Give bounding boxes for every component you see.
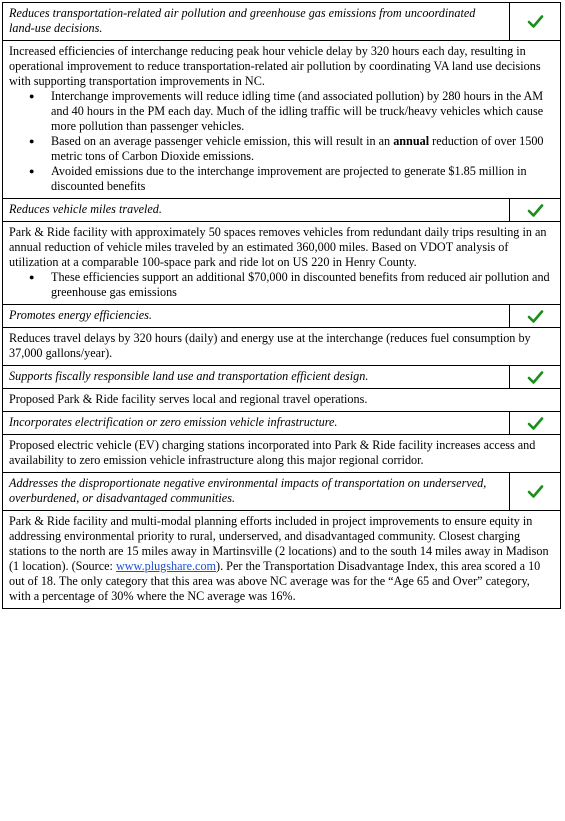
description-paragraph: Park & Ride facility with approximately 50 spaces removes vehicles from redundant daily trips resulting in an annual reduction of vehicle miles traveled by an estimated 360,000 miles. Based on VDOT analysis of utilization at a comparable 100-space park and ride lot on US 220 in Henry County. bbox=[9, 225, 547, 269]
description-text-continued: ). Per the Transportation Disadvantage Index, this area scored a 10 out of 18. The only category that this area was above NC average was for the “Age 65 and Over” category, with a percentage of 30% where the NC average was 16%. bbox=[9, 559, 541, 603]
description-row bbox=[3, 511, 561, 609]
description-row bbox=[3, 222, 561, 305]
description-cell bbox=[3, 511, 561, 609]
criterion-text: Promotes energy efficiencies. bbox=[3, 305, 510, 328]
checkmark-icon bbox=[527, 416, 544, 431]
description-text: Park & Ride facility and multi-modal planning efforts included in project improvements to ensure equity in addressing environmental priority to rural, underserved, and disadvantaged community. Closest charging stations to the north are 15 miles away in Martinsville (2 locations) and to the south 14 miles away in Madison (1 location). (Source: bbox=[9, 514, 549, 573]
criterion-row bbox=[3, 473, 561, 511]
bullet-item: ● Based on an average passenger vehicle emission, this will result in an annual reduction of over 1500 metric tons of Carbon Dioxide emissions. bbox=[51, 134, 554, 164]
criterion-text: Reduces transportation-related air pollution and greenhouse gas emissions from uncoordinated land-use decisions. bbox=[3, 3, 510, 41]
criterion-row bbox=[3, 3, 561, 41]
criterion-row bbox=[3, 366, 561, 389]
bullet-item: ● Interchange improvements will reduce idling time (and associated pollution) by 280 hours in the AM and 40 hours in the PM each day. Much of the idling traffic will be truck/heavy vehicles which cause more pollution than passenger vehicles. bbox=[51, 89, 554, 134]
criterion-met-cell bbox=[510, 473, 561, 511]
checkmark-icon bbox=[527, 14, 544, 29]
description-paragraph: Proposed electric vehicle (EV) charging stations incorporated into Park & Ride facility increases access and availability to zero emission vehicle infrastructure along this major regional corridor. bbox=[9, 438, 536, 467]
description-cell bbox=[3, 41, 561, 199]
description-row bbox=[3, 41, 561, 199]
criterion-text: Supports fiscally responsible land use and transportation efficient design. bbox=[3, 366, 510, 389]
description-paragraph bbox=[9, 514, 554, 604]
bullet-item: ● These efficiencies support an additional $70,000 in discounted benefits from reduced air pollution and greenhouse gas emissions bbox=[51, 270, 554, 300]
description-row bbox=[3, 389, 561, 412]
criterion-row bbox=[3, 305, 561, 328]
source-link[interactable]: www.plugshare.com bbox=[115, 559, 217, 573]
checkmark-icon bbox=[527, 203, 544, 218]
description-cell bbox=[3, 328, 561, 366]
criterion-met-cell bbox=[510, 305, 561, 328]
bullet-list bbox=[9, 89, 554, 194]
criterion-row bbox=[3, 412, 561, 435]
description-row bbox=[3, 435, 561, 473]
criterion-text: Incorporates electrification or zero emission vehicle infrastructure. bbox=[3, 412, 510, 435]
description-paragraph: Increased efficiencies of interchange reducing peak hour vehicle delay by 320 hours each day, resulting in operational improvement to reduce transportation-related air pollution by coordinating VA land use decisions with supporting transportation improvements in NC. bbox=[9, 44, 541, 88]
criterion-met-cell bbox=[510, 412, 561, 435]
criterion-met-cell bbox=[510, 366, 561, 389]
description-row bbox=[3, 328, 561, 366]
criterion-text: Reduces vehicle miles traveled. bbox=[3, 199, 510, 222]
description-cell bbox=[3, 435, 561, 473]
description-cell bbox=[3, 389, 561, 412]
checkmark-icon bbox=[527, 484, 544, 499]
checkmark-icon bbox=[527, 370, 544, 385]
description-cell bbox=[3, 222, 561, 305]
criterion-row bbox=[3, 199, 561, 222]
criterion-met-cell bbox=[510, 3, 561, 41]
checkmark-icon bbox=[527, 309, 544, 324]
bullet-item: ● Avoided emissions due to the interchange improvement are projected to generate $1.85 million in discounted benefits bbox=[51, 164, 554, 194]
criterion-met-cell bbox=[510, 199, 561, 222]
criteria-table bbox=[2, 2, 561, 609]
description-paragraph: Reduces travel delays by 320 hours (daily) and energy use at the interchange (reduces fuel consumption by 37,000 gallons/year). bbox=[9, 331, 531, 360]
bullet-list bbox=[9, 270, 554, 300]
description-paragraph: Proposed Park & Ride facility serves local and regional travel operations. bbox=[9, 392, 368, 406]
criterion-text: Addresses the disproportionate negative environmental impacts of transportation on underserved, overburdened, or disadvantaged communities. bbox=[3, 473, 510, 511]
